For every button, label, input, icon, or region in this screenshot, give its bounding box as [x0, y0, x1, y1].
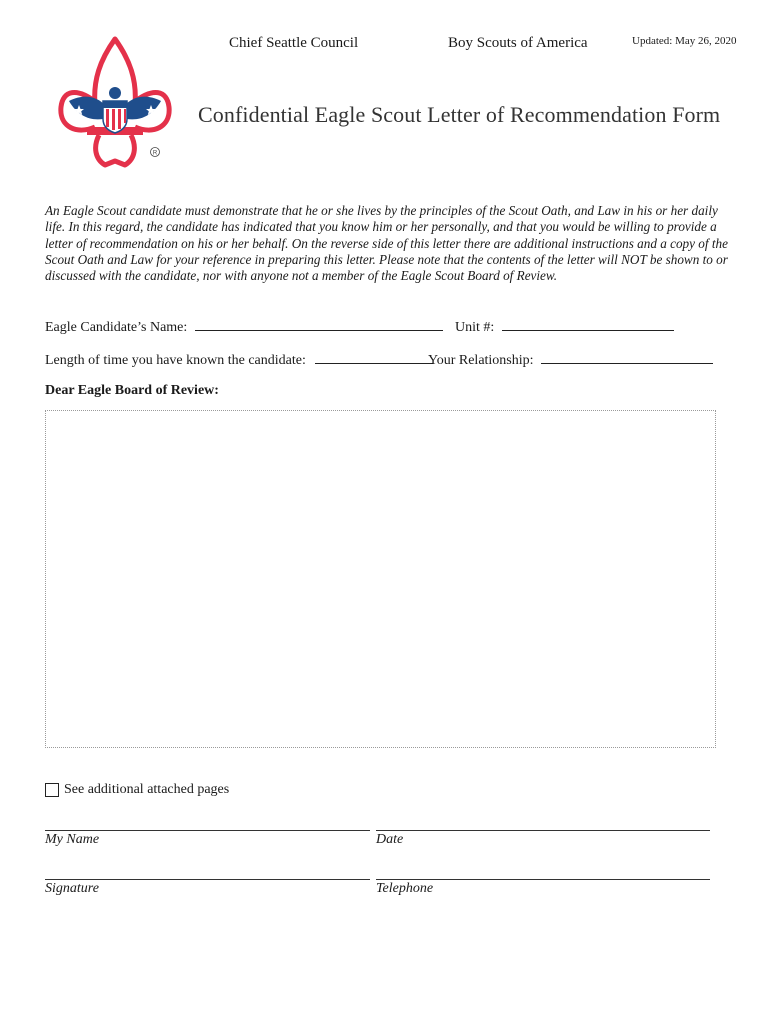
letter-greeting: Dear Eagle Board of Review:	[45, 383, 219, 398]
letter-body-textarea[interactable]	[45, 410, 716, 748]
known-time-row	[45, 350, 433, 369]
signature-line[interactable]	[45, 879, 370, 880]
candidate-name-row	[45, 317, 443, 336]
svg-text:R: R	[152, 150, 158, 157]
date-line[interactable]	[376, 830, 710, 831]
attached-pages-label: See additional attached pages	[64, 782, 230, 797]
unit-field[interactable]	[502, 317, 674, 331]
my-name-label: My Name	[45, 832, 100, 847]
fleur-de-lis-icon	[55, 35, 175, 170]
date-label: Date	[376, 832, 404, 847]
relationship-field[interactable]	[541, 350, 713, 364]
intro-paragraph: An Eagle Scout candidate must demonstrate that he or she lives by the principles of the Scout Oath, and Law in his or her daily life. In this regard, the candidate has indicated that you know him or her personally, and that you would be willing to provide a letter of recommendation on his or her behalf. On the reverse side of this letter there are additional instructions and a copy of the Scout Oath and Law for your reference in preparing this letter. Please note that the contents of the letter will NOT be shown to or discussed with the candidate, nor with anyone not a member of the Eagle Scout Board of Review.	[45, 203, 728, 284]
unit-row	[455, 317, 674, 336]
attached-pages-checkbox[interactable]	[45, 783, 59, 797]
telephone-line[interactable]	[376, 879, 710, 880]
candidate-name-label: Eagle Candidate’s Name:	[45, 320, 188, 335]
relationship-row	[428, 350, 713, 369]
organization-name: Boy Scouts of America	[448, 35, 588, 51]
updated-date: Updated: May 26, 2020	[632, 35, 737, 47]
council-name: Chief Seattle Council	[229, 35, 359, 51]
my-name-line[interactable]	[45, 830, 370, 831]
known-time-field[interactable]	[315, 350, 433, 364]
candidate-name-field[interactable]	[195, 317, 443, 331]
unit-label: Unit #:	[455, 320, 495, 335]
relationship-label: Your Relationship:	[428, 353, 534, 368]
bsa-logo	[55, 35, 175, 170]
signature-label: Signature	[45, 881, 99, 896]
known-time-label: Length of time you have known the candidate:	[45, 353, 306, 368]
telephone-label: Telephone	[376, 881, 434, 896]
form-title: Confidential Eagle Scout Letter of Recommendation Form	[198, 102, 721, 127]
